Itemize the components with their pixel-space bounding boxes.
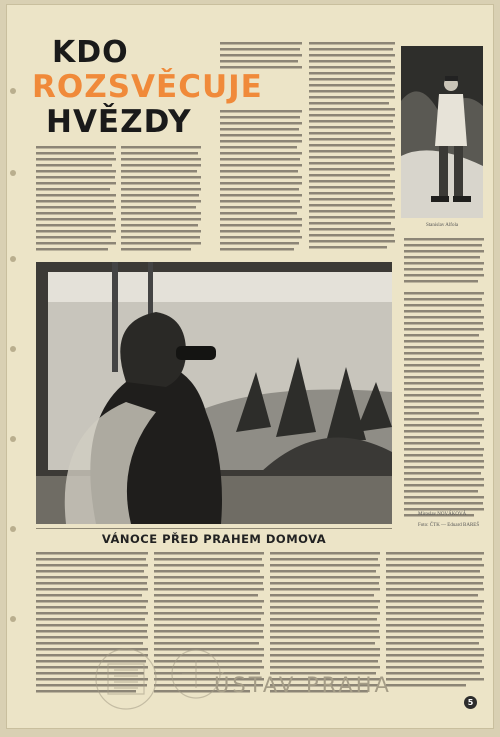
photo-credit: Foto: ČTK — Eduard BAREŠ bbox=[418, 523, 480, 528]
article-column-1 bbox=[36, 144, 116, 256]
article-column-3 bbox=[220, 40, 302, 258]
binder-hole bbox=[10, 436, 16, 442]
article-column-4 bbox=[309, 40, 395, 258]
magazine-page bbox=[6, 4, 494, 729]
binder-hole bbox=[10, 526, 16, 532]
binder-hole bbox=[10, 346, 16, 352]
article-column-2 bbox=[121, 144, 201, 256]
article-column-5 bbox=[404, 236, 484, 546]
binder-hole bbox=[10, 88, 16, 94]
headline-line-2: ROZSVĚCUJE bbox=[32, 69, 263, 105]
page-number: 5 bbox=[464, 696, 477, 709]
headline-line-1: KDO bbox=[52, 35, 129, 70]
photo-stanislav-alfola bbox=[401, 46, 483, 218]
author-signature: Miroslav NOVÁKOVÁ bbox=[418, 512, 467, 517]
binder-hole bbox=[10, 256, 16, 262]
headline-line-3: HVĚZDY bbox=[46, 104, 192, 140]
archive-watermark-text: ÚSTAV PRAHA bbox=[214, 673, 392, 697]
binder-hole bbox=[10, 170, 16, 176]
binder-holes bbox=[6, 4, 20, 729]
binder-hole bbox=[10, 616, 16, 622]
photo-main-observer-window bbox=[36, 262, 392, 524]
divider-rule bbox=[36, 528, 392, 529]
photo-top-caption: Stanislav Alfola bbox=[426, 223, 459, 228]
section-title: VÁNOCE PŘED PRAHEM DOMOVA bbox=[101, 532, 327, 546]
